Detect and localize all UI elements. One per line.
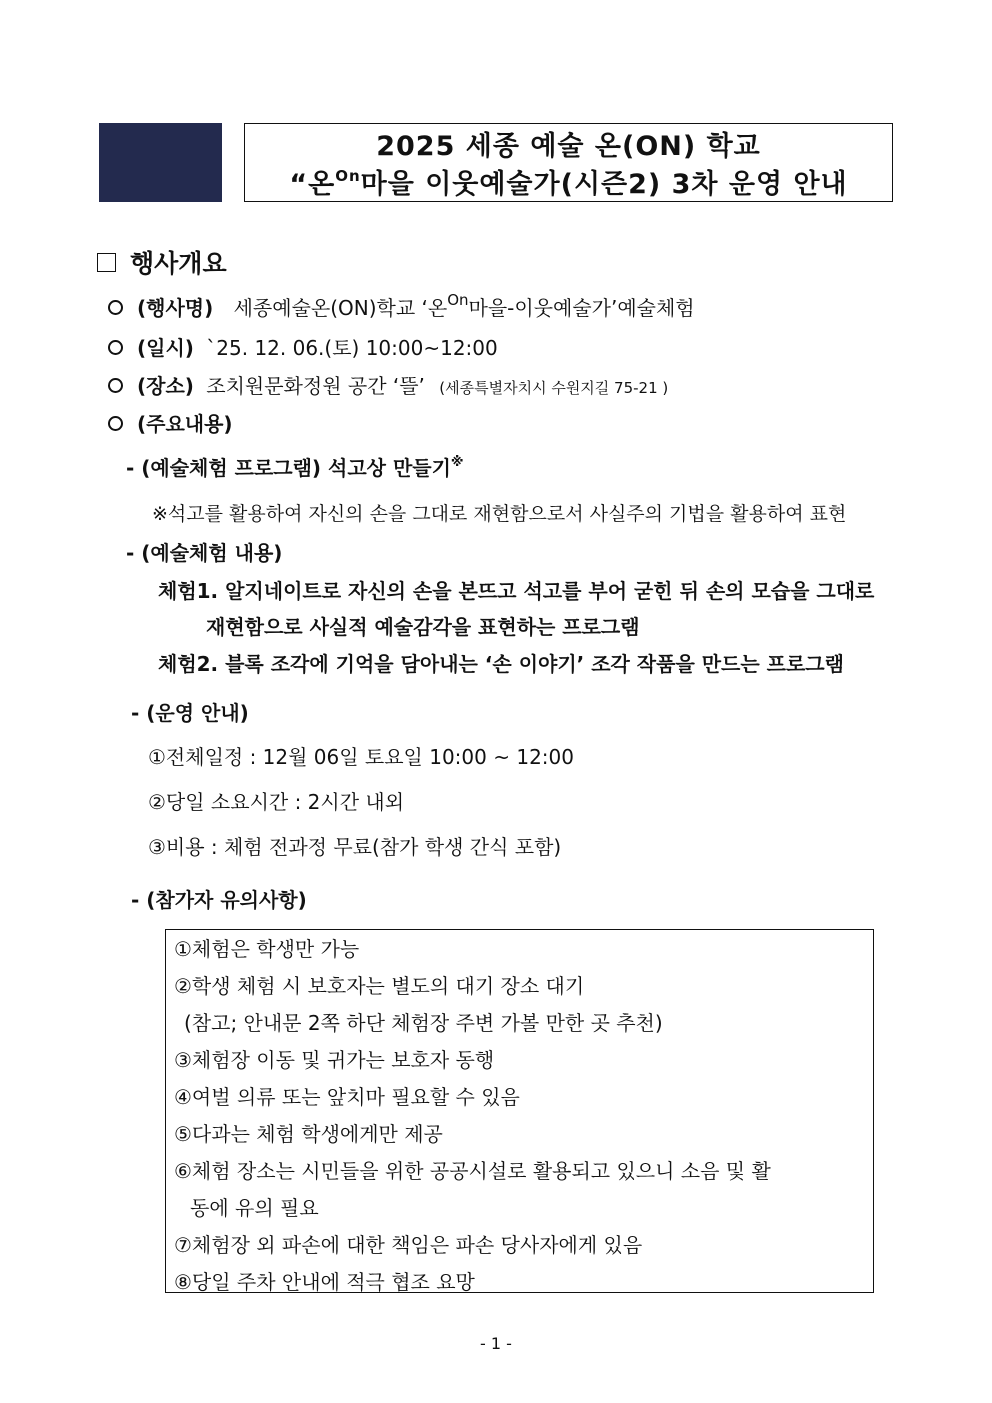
event-place-value: 조치원문화정원 공간 ‘뜰’ <box>206 374 425 398</box>
notice-line: ④여벌 의류 또는 앞치마 필요할 수 있음 <box>174 1085 520 1109</box>
event-date-value: `25. 12. 06.(토) 10:00~12:00 <box>206 336 498 360</box>
decorative-navy-block <box>99 123 222 202</box>
event-place-label: (장소) <box>137 374 194 398</box>
operation-item-3: ③비용 : 체험 전과정 무료(참가 학생 간식 포함) <box>148 835 562 859</box>
title-superscript: On <box>335 167 361 185</box>
page-number: - 1 - <box>480 1334 512 1353</box>
section-heading <box>97 244 227 280</box>
event-date-row <box>108 332 498 361</box>
event-content-row <box>108 408 233 437</box>
notice-line: 동에 유의 필요 <box>190 1196 319 1220</box>
notice-line: (참고; 안내문 2쪽 하단 체험장 주변 가볼 만한 곳 추천) <box>184 1011 663 1035</box>
title-line-2-pre: “온 <box>289 169 336 200</box>
checkbox-icon <box>97 253 116 272</box>
section-label: 행사개요 <box>130 249 227 278</box>
title-line-2 <box>245 162 892 201</box>
event-place-address: (세종특별자치시 수원지길 75-21 ) <box>439 379 669 397</box>
circle-bullet-icon <box>108 378 123 393</box>
event-name-superscript: On <box>447 291 469 309</box>
operation-item-2: ②당일 소요시간 : 2시간 내외 <box>148 790 405 814</box>
title-line-1: 2025 세종 예술 온(ON) 학교 <box>376 131 761 162</box>
notice-line: ⑧당일 주차 안내에 적극 협조 요망 <box>174 1270 475 1294</box>
event-name-label: (행사명) <box>137 296 214 320</box>
notice-box <box>165 929 874 1293</box>
event-place-row <box>108 370 668 399</box>
program-note: ※석고를 활용하여 자신의 손을 그대로 재현함으로서 사실주의 기법을 활용하여 표현 <box>152 503 847 525</box>
program-heading: - (예술체험 프로그램) 석고상 만들기 <box>126 456 451 480</box>
circle-bullet-icon <box>108 416 123 431</box>
experience-2: 체험2. 블록 조각에 기억을 담아내는 ‘손 이야기’ 조각 작품을 만드는 프로그램 <box>158 652 844 676</box>
notice-line: ②학생 체험 시 보호자는 별도의 대기 장소 대기 <box>174 974 585 998</box>
operation-heading: - (운영 안내) <box>131 701 249 725</box>
notice-line: ⑥체험 장소는 시민들을 위한 공공시설로 활용되고 있으니 소음 및 활 <box>174 1159 771 1183</box>
notice-line: ①체험은 학생만 가능 <box>174 937 360 961</box>
operation-item-1: ①전체일정 : 12월 06일 토요일 10:00 ~ 12:00 <box>148 745 574 769</box>
program-heading-mark: ※ <box>450 455 464 470</box>
notice-line: ⑤다과는 체험 학생에게만 제공 <box>174 1122 443 1146</box>
title-line-2-post: 마을 이웃예술가(시즌2) 3차 운영 안내 <box>360 169 848 200</box>
event-content-label: (주요내용) <box>137 412 233 436</box>
program-heading-row <box>126 452 464 481</box>
circle-bullet-icon <box>108 300 123 315</box>
notice-heading: - (참가자 유의사항) <box>131 888 307 912</box>
event-name-post: 마을-이웃예술가’예술체험 <box>468 296 695 320</box>
program-content-heading: - (예술체험 내용) <box>126 541 283 565</box>
event-name-pre: 세종예술온(ON)학교 ‘온 <box>233 296 448 320</box>
notice-line: ⑦체험장 외 파손에 대한 책임은 파손 당사자에게 있음 <box>174 1233 643 1257</box>
circle-bullet-icon <box>108 340 123 355</box>
title-box <box>244 123 893 202</box>
experience-1-line-1: 체험1. 알지네이트로 자신의 손을 본뜨고 석고를 부어 굳힌 뒤 손의 모습을 그대로 <box>158 579 875 603</box>
notice-line: ③체험장 이동 및 귀가는 보호자 동행 <box>174 1048 495 1072</box>
event-name-row <box>108 292 695 321</box>
event-date-label: (일시) <box>137 336 194 360</box>
experience-1-line-2: 재현함으로 사실적 예술감각을 표현하는 프로그램 <box>206 615 640 639</box>
